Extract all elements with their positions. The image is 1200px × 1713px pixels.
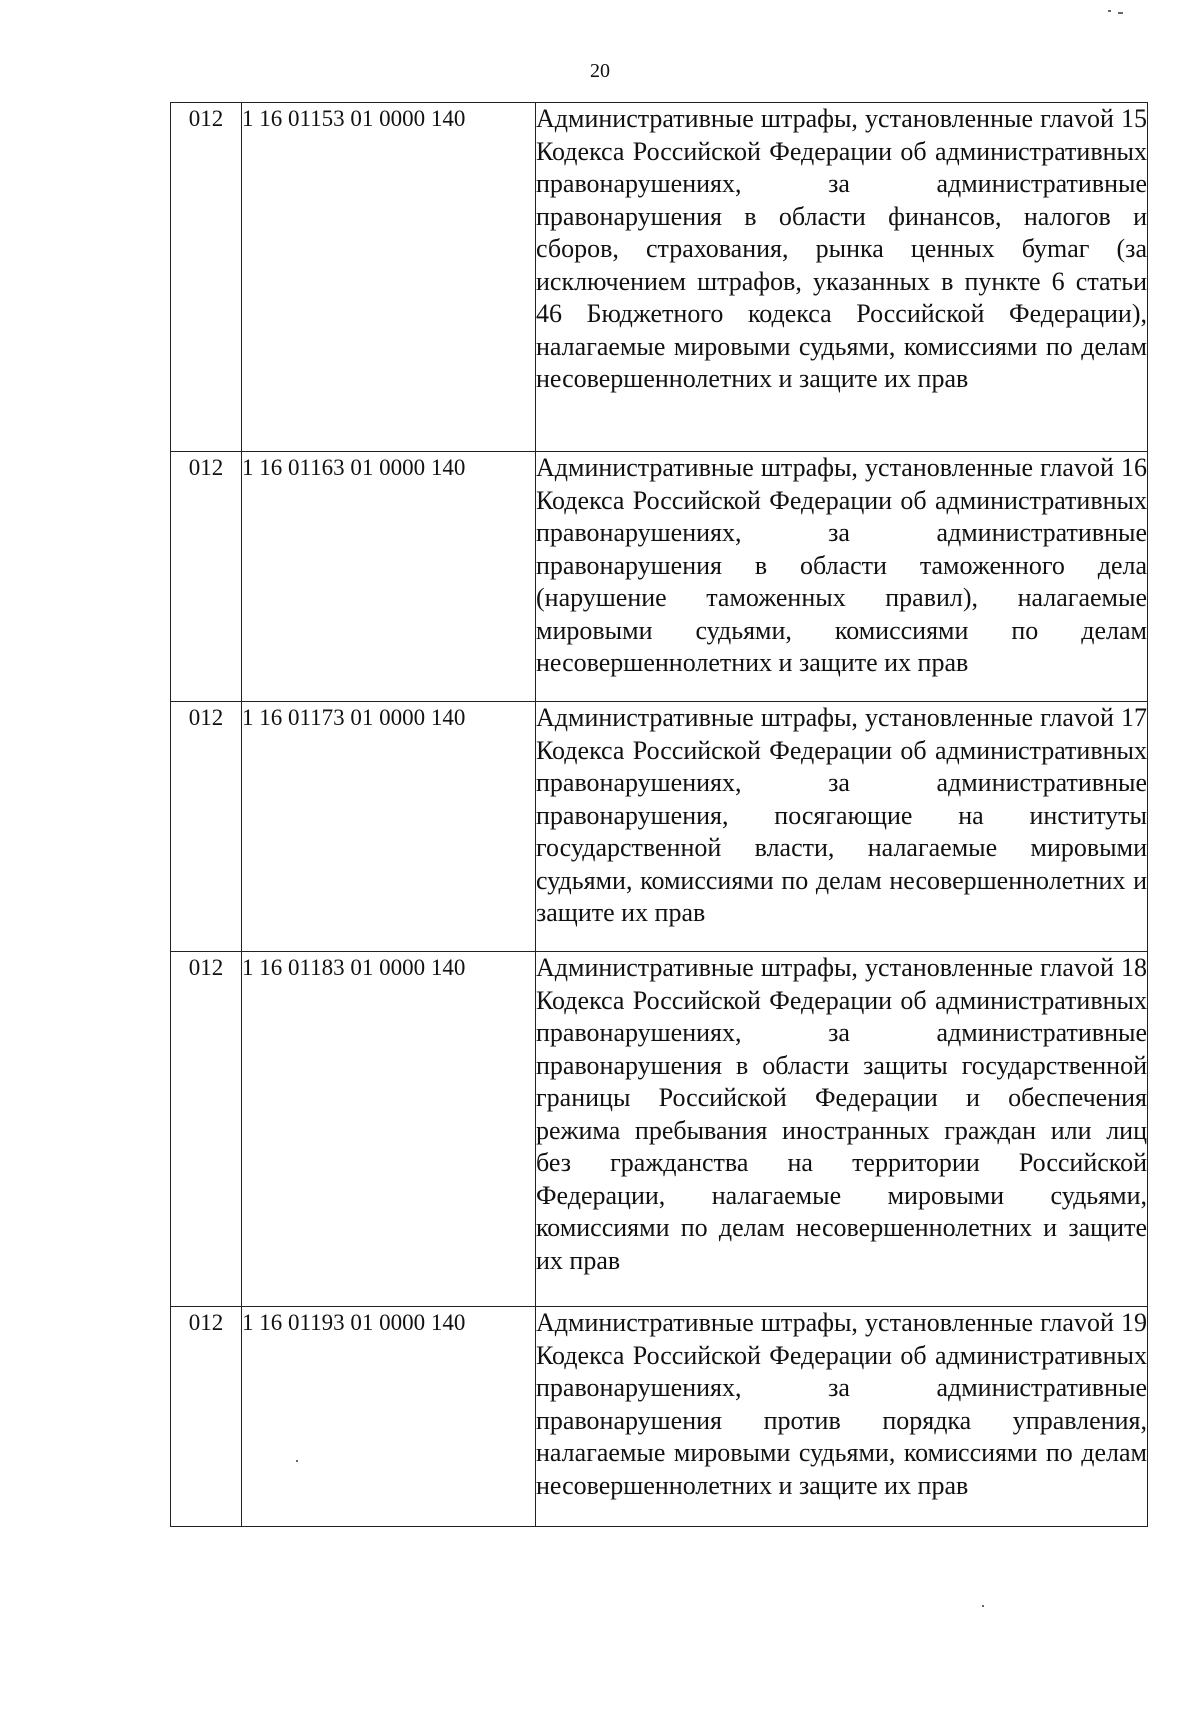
table-row [171,702,1148,952]
scan-speck [982,1605,984,1607]
table-row [171,103,1148,452]
admin-code-cell: 012 [171,1307,242,1527]
table-row [171,1307,1148,1527]
admin-code-cell: 012 [171,452,242,702]
page-number: 20 [590,60,610,82]
scan-speck [296,1460,298,1462]
table-row [171,952,1148,1307]
admin-code-cell: 012 [171,702,242,952]
kbk-code-cell: 1 16 01163 01 0000 140 [242,452,536,702]
kbk-code-cell: 1 16 01173 01 0000 140 [242,702,536,952]
scan-speck [1118,12,1123,14]
income-name-cell: Административные штрафы, установленные глаvой 18 Кодекса Российской Федерации об административных правонарушениях, за административные правонарушения в области защиты государственной границы Российской Федерации и обеспечения режима пребывания иностранных граждан или лиц без гражданства на территории Российской Федерации, налагаемые мировыми судьями, комиссиями по делам несовершеннолетних и защите их прав [536,952,1148,1307]
fee-table-body [171,103,1148,1527]
kbk-code-cell: 1 16 01183 01 0000 140 [242,952,536,1307]
scan-speck [1108,10,1111,12]
admin-code-cell: 012 [171,952,242,1307]
table-row [171,452,1148,702]
income-name-cell: Административные штрафы, установленные глаvой 17 Кодекса Российской Федерации об административных правонарушениях, за административные правонарушения, посягающие на институты государственной власти, налагаемые мировыми судьями, комиссиями по делам несовершеннолетних и защите их прав [536,702,1148,952]
income-name-cell: Административные штрафы, установленные глаvой 16 Кодекса Российской Федерации об административных правонарушениях, за административные правонарушения в области таможенного дела (нарушение таможенных правил), налагаемые мировыми судьями, комиссиями по делам несовершеннолетних и защите их прав [536,452,1148,702]
kbk-code-cell: 1 16 01153 01 0000 140 [242,103,536,452]
income-name-cell: Административные штрафы, установленные глаvой 19 Кодекса Российской Федерации об административных правонарушениях, за административные правонарушения против порядка управления, налагаемые мировыми судьями, комиссиями по делам несовершеннолетних и защите их прав [536,1307,1148,1527]
kbk-code-cell: 1 16 01193 01 0000 140 [242,1307,536,1527]
fee-table [170,102,1148,1527]
admin-code-cell: 012 [171,103,242,452]
income-name-cell: Административные штрафы, установленные глаvой 15 Кодекса Российской Федерации об административных правонарушениях, за административные правонарушения в области финансов, налогов и сборов, страхования, рынка ценных буmаг (за исключением штрафов, указанных в пункте 6 статьи 46 Бюджетного кодекса Российской Федерации), налагаемые мировыми судьями, комиссиями по делам несовершеннолетних и защите их прав [536,103,1148,452]
